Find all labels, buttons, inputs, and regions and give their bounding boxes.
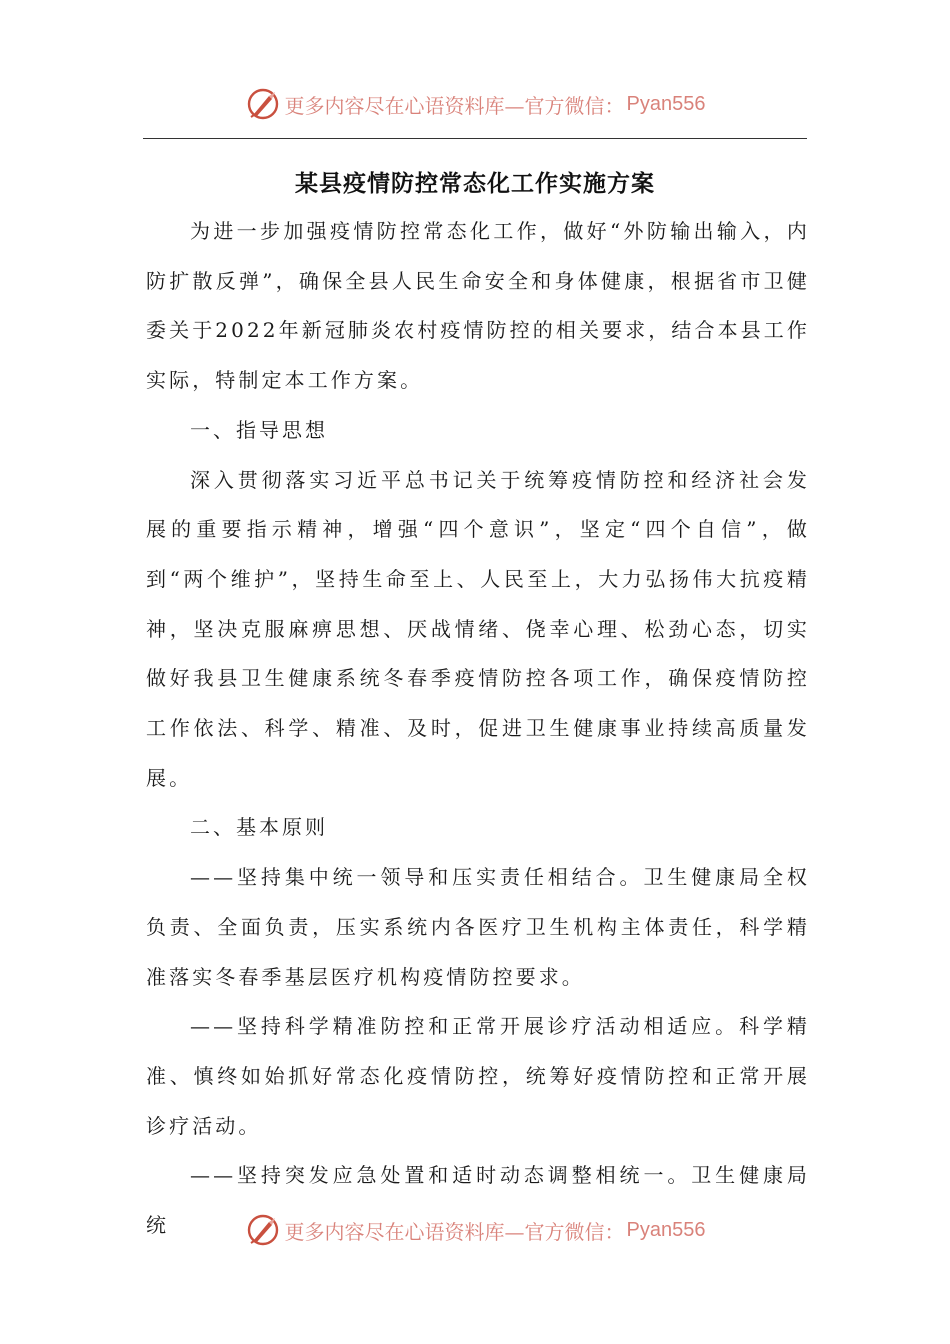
section-heading: 二、基本原则	[190, 815, 328, 840]
header-banner-text: 更多内容尽在心语资料库—官方微信：	[284, 93, 625, 118]
footer-banner-text: 更多内容尽在心语资料库—官方微信：	[284, 1219, 625, 1244]
footer-wechat-id: Pyan556	[626, 1218, 706, 1241]
body-paragraph: 深入贯彻落实习近平总书记关于统筹疫情防控和经济社会发展的重要指示精神，增强“四个意识”，坚定“四个自信”，做到“两个维护”，坚持生命至上、人民至上，大力弘扬伟大抗疫精神，坚决克服麻痹思想、厌战情绪、侥幸心理、松劲心态，切实做好我县卫生健康系统冬春季疫情防控各项工作，确保疫情防控工作依法、科学、精准、及时，促进卫生健康事业持续高质量发展。	[146, 467, 810, 790]
header-watermark-banner	[0, 84, 950, 124]
body-paragraph: ——坚持集中统一领导和压实责任相结合。卫生健康局全权负责、全面负责，压实系统内各医疗卫生机构主体责任，科学精准落实冬春季基层医疗机构疫情防控要求。	[146, 865, 810, 989]
document-body	[146, 207, 810, 1251]
header-wechat-id: Pyan556	[626, 92, 706, 115]
body-paragraph: ——坚持科学精准防控和正常开展诊疗活动相适应。科学精准、慎终如始抓好常态化疫情防控，统筹好疫情防控和正常开展诊疗活动。	[146, 1014, 810, 1138]
quill-logo-icon	[245, 86, 281, 122]
section-heading: 一、指导思想	[190, 417, 328, 442]
header-rule	[143, 138, 807, 139]
quill-logo-icon	[245, 1212, 281, 1248]
footer-watermark-banner	[0, 1210, 950, 1250]
body-paragraph: 为进一步加强疫情防控常态化工作，做好“外防输出输入，内防扩散反弹”，确保全县人民生命安全和身体健康，根据省市卫健委关于2022年新冠肺炎农村疫情防控的相关要求，结合本县工作实际，特制定本工作方案。	[146, 219, 810, 393]
document-title: 某县疫情防控常态化工作实施方案	[295, 170, 655, 197]
body-paragraph: ——坚持突发应急处置和适时动态调整相统一。卫生健康局统	[146, 1163, 810, 1238]
